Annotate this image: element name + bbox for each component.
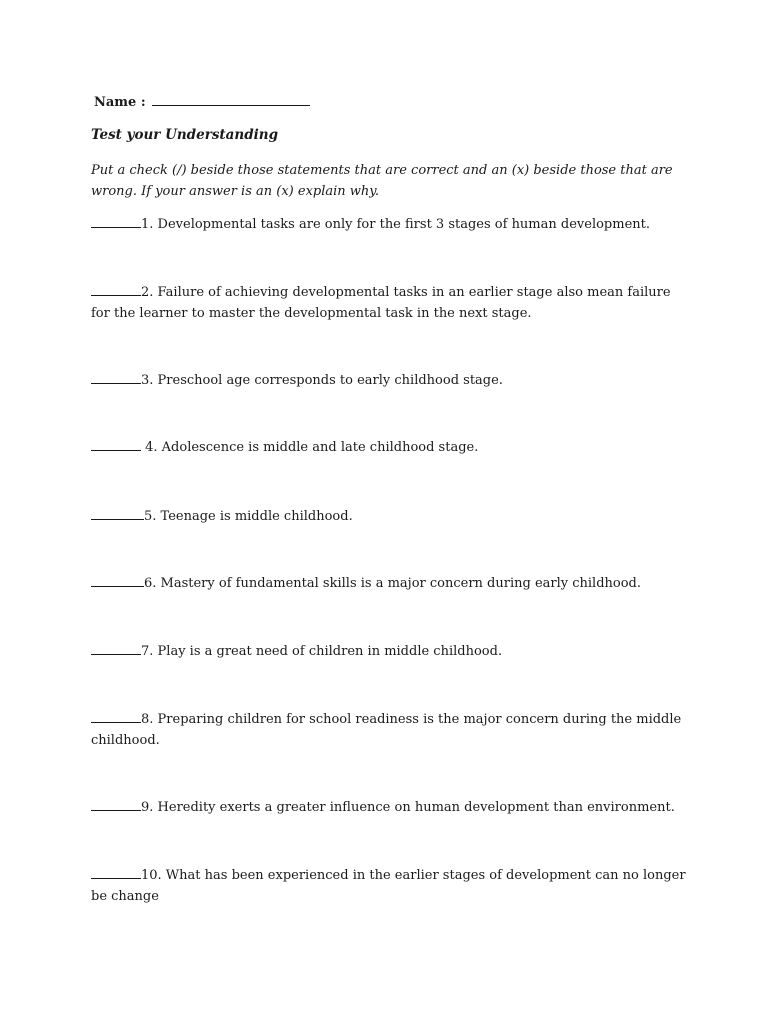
answer-blank [91,798,141,811]
question-text: 8. Preparing children for school readiness is the major concern during the middle childhood. [91,712,682,748]
question-10 [91,865,691,907]
name-label: Name : [94,95,146,110]
answer-blank [91,710,141,723]
question-9 [91,797,691,818]
answer-blank [91,642,141,655]
question-text: 7. Play is a great need of children in middle childhood. [141,644,503,659]
question-text: 9. Heredity exerts a greater influence on human development than environment. [141,800,675,815]
instructions-text: Put a check (/) beside those statements that are correct and an (x) beside those that are wrong. If your answer is an (x) explain why. [91,163,673,199]
answer-blank [91,574,144,587]
question-text: 2. Failure of achieving developmental tasks in an earlier stage also mean failure for the learner to master the developmental task in the next stage. [91,285,671,321]
question-text: 1. Developmental tasks are only for the first 3 stages of human development. [141,217,650,232]
answer-blank [91,438,141,451]
answer-blank [91,371,141,384]
answer-blank [91,215,141,228]
question-2 [91,282,691,324]
answer-blank [91,283,141,296]
question-7 [91,641,691,662]
question-text: 4. Adolescence is middle and late childhood stage. [141,440,479,455]
question-text: 3. Preschool age corresponds to early childhood stage. [141,373,503,388]
question-text: 5. Teenage is middle childhood. [144,509,353,524]
question-4 [91,437,691,458]
question-1 [91,214,691,235]
name-field [94,93,310,110]
question-6 [91,573,691,594]
question-text: 10. What has been experienced in the earlier stages of development can no longer be change [91,868,686,904]
question-8 [91,709,691,751]
question-5 [91,506,691,527]
section-heading: Test your Understanding [91,127,279,143]
name-blank [152,93,310,106]
answer-blank [91,507,144,520]
question-text: 6. Mastery of fundamental skills is a major concern during early childhood. [144,576,642,591]
question-3 [91,370,691,391]
answer-blank [91,866,141,879]
